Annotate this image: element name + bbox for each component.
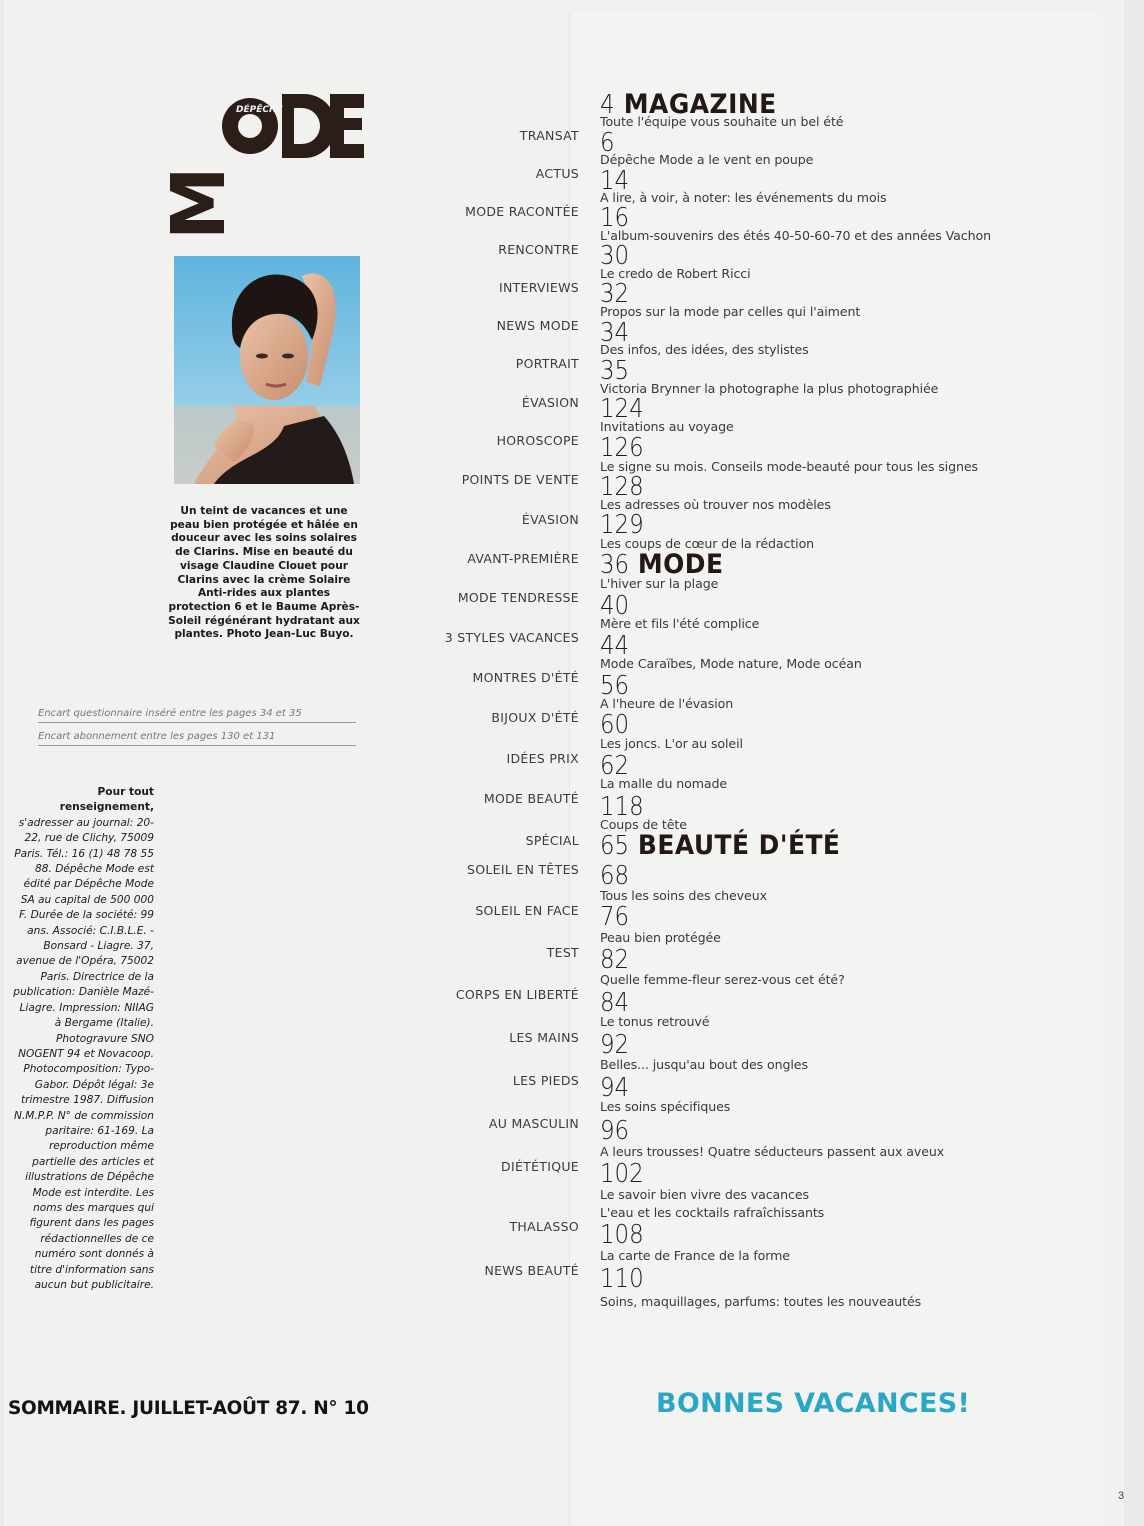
colophon-body: s'adresser au journal: 20-22, rue de Clichy, 75009 Paris. Tél.: 16 (1) 48 78 55 88. Dépêche Mode est édité par Dépêche Mode SA au capital de 500 000 F. Durée de la société: 99 ans. Associé: C.I.B.L.E. - Bonsard - Liagre. 37, avenue de l'Opéra, 75002 Paris. Directrice de la publication: Danièle Mazé-Liagre. Impression: NIIAG à Bergame (Italie). Photogravure SNO NOGENT 94 et Novacoop. Photocomposition: Typo-Gabor. Dépôt légal: 3e trimestre 1987. Diffusion N.M.P.P. N° de commission paritaire: 61-169. La reproduction même partielle des articles et illustrations de Dépêche Mode est interdite. Les noms des marques qui figurent dans les pages rédactionnelles de ce numéro sont donnés à titre d'information sans aucun but publicitaire.	[13, 816, 154, 1291]
toc-description: L'album-souvenirs des étés 40-50-60-70 et des années Vachon	[600, 228, 991, 243]
bonnes-vacances: BONNES VACANCES!	[656, 1388, 971, 1419]
toc-description: Des infos, des idées, des stylistes	[600, 342, 809, 357]
toc-category: NEWS BEAUTÉ	[484, 1263, 579, 1278]
toc-page-number: 32	[600, 279, 630, 309]
toc-page-number: 128	[600, 472, 644, 502]
toc-category: INTERVIEWS	[498, 280, 579, 295]
toc-description: Coups de tête	[600, 817, 687, 832]
toc-description: Les joncs. L'or au soleil	[600, 736, 743, 751]
toc-description: La malle du nomade	[600, 776, 728, 791]
toc-description: Les coups de cœur de la rédaction	[600, 536, 815, 551]
toc-category: ÉVASION	[521, 512, 579, 527]
toc-page-number: 94	[600, 1073, 630, 1103]
toc-description: Dépêche Mode a le vent en poupe	[600, 152, 814, 167]
insert-note-questionnaire: Encart questionnaire inséré entre les pages 34 et 35	[38, 708, 356, 723]
toc-page-number: 44	[600, 631, 630, 661]
toc-category: MODE BEAUTÉ	[483, 791, 579, 806]
toc-description: Le signe su mois. Conseils mode-beauté pour tous les signes	[600, 459, 978, 474]
toc-description: Belles... jusqu'au bout des ongles	[600, 1057, 808, 1072]
toc-page-number: 84	[600, 988, 630, 1018]
cover-photo	[174, 256, 360, 484]
toc-entry-number-line	[600, 1030, 629, 1060]
toc-description: La carte de France de la forme	[600, 1248, 790, 1263]
toc-category: DIÉTÉTIQUE	[501, 1159, 579, 1174]
toc-description: Peau bien protégée	[600, 930, 721, 945]
toc-page-number: 76	[600, 902, 630, 932]
mode-logo	[156, 88, 364, 240]
toc-section-heading: MODE	[637, 549, 724, 580]
toc-category: SPÉCIAL	[525, 833, 579, 848]
toc-category: MONTRES D'ÉTÉ	[472, 670, 579, 685]
toc-category: 3 STYLES VACANCES	[444, 630, 579, 645]
toc-description: Mère et fils l'été complice	[600, 616, 760, 631]
toc-description: A leurs trousses! Quatre séducteurs passent aux aveux	[600, 1144, 945, 1159]
toc-page-number: 6	[600, 128, 615, 158]
toc-category: HOROSCOPE	[496, 433, 579, 448]
toc-description: Propos sur la mode par celles qui l'aiment	[600, 304, 861, 319]
toc-description: Invitations au voyage	[600, 419, 734, 434]
toc-page-number: 108	[600, 1220, 644, 1250]
colophon	[10, 785, 154, 1293]
toc-entry-number-line	[600, 1116, 629, 1146]
toc-entry-number-line	[600, 1220, 644, 1250]
toc-category: THALASSO	[509, 1219, 579, 1234]
toc-page-number: 68	[600, 861, 630, 891]
toc-entry-number-line	[600, 1159, 644, 1189]
logo-m-letter: M	[156, 166, 242, 240]
toc-category: TRANSAT	[519, 128, 579, 143]
toc-page-number: 14	[600, 166, 630, 196]
toc-description: Les adresses où trouver nos modèles	[600, 497, 831, 512]
toc-entry-number-line	[600, 830, 841, 861]
toc-page-number: 35	[600, 356, 630, 386]
toc-category: SOLEIL EN FACE	[475, 903, 579, 918]
toc-category: TEST	[546, 945, 579, 960]
toc-category: ÉVASION	[521, 395, 579, 410]
toc-page-number: 110	[600, 1264, 644, 1294]
toc-description: Le savoir bien vivre des vacances	[600, 1187, 809, 1202]
page-number: 3	[1118, 1490, 1125, 1502]
toc-description: A lire, à voir, à noter: les événements du mois	[600, 190, 887, 205]
toc-description: Tous les soins des cheveux	[600, 888, 767, 903]
toc-page-number: 82	[600, 945, 630, 975]
toc-description: Le tonus retrouvé	[600, 1014, 710, 1029]
issue-sommaire: SOMMAIRE. JUILLET-AOÛT 87. N° 10	[8, 1398, 369, 1419]
toc-section-heading: BEAUTÉ D'ÉTÉ	[637, 830, 841, 861]
toc-category: CORPS EN LIBERTÉ	[455, 987, 579, 1002]
toc-category: AVANT-PREMIÈRE	[467, 551, 579, 566]
toc-page-number: 36	[600, 550, 630, 580]
toc-page-number: 60	[600, 710, 630, 740]
toc-description: L'eau et les cocktails rafraîchissants	[600, 1205, 825, 1220]
toc-category: POINTS DE VENTE	[461, 472, 579, 487]
toc-page-number: 4	[600, 90, 615, 120]
insert-note-subscription: Encart abonnement entre les pages 130 et 131	[38, 731, 356, 746]
toc-description: A l'heure de l'évasion	[600, 696, 734, 711]
toc-page-number: 65	[600, 831, 630, 861]
toc-category: IDÉES PRIX	[506, 751, 579, 766]
toc-page-number: 34	[600, 318, 630, 348]
toc-description: Toute l'équipe vous souhaite un bel été	[600, 114, 844, 129]
toc-page-number: 40	[600, 591, 630, 621]
toc-page-number: 96	[600, 1116, 630, 1146]
toc-description: Les soins spécifiques	[600, 1099, 731, 1114]
toc-category: LES MAINS	[509, 1030, 579, 1045]
toc-entry-number-line	[600, 945, 629, 975]
toc-page-number: 56	[600, 671, 630, 701]
toc-page-number: 102	[600, 1159, 644, 1189]
toc-page-number: 62	[600, 751, 630, 781]
toc-category: RENCONTRE	[498, 242, 579, 257]
toc-category: BIJOUX D'ÉTÉ	[491, 710, 579, 725]
toc-category: SOLEIL EN TÊTES	[467, 862, 579, 877]
toc-entry-number-line	[600, 861, 629, 891]
toc-description: L'hiver sur la plage	[600, 576, 719, 591]
toc-page-number: 16	[600, 203, 630, 233]
toc-description: Victoria Brynner la photographe la plus photographiée	[600, 381, 939, 396]
toc-entry-number-line	[600, 1264, 644, 1294]
toc-page-number: 126	[600, 433, 644, 463]
toc-category: PORTRAIT	[515, 356, 579, 371]
toc-section-heading: MAGAZINE	[623, 89, 777, 120]
toc-page-number: 30	[600, 241, 630, 271]
toc-category: ACTUS	[535, 166, 579, 181]
toc-category: LES PIEDS	[512, 1073, 579, 1088]
toc-description: Le credo de Robert Ricci	[600, 266, 751, 281]
photo-caption: Un teint de vacances et une peau bien protégée et hâlée en douceur avec les soins solaires de Clarins. Mise en beauté du visage Claudine Clouet pour Clarins avec la crème Solaire Anti-rides aux plantes protection 6 et le Baume Après-Soleil régénérant hydratant aux plantes. Photo Jean-Luc Buyo.	[168, 505, 360, 641]
toc-description: Quelle femme-fleur serez-vous cet été?	[600, 972, 845, 987]
toc-page-number: 124	[600, 394, 644, 424]
toc-category: MODE RACONTÉE	[465, 204, 579, 219]
toc-description: Soins, maquillages, parfums: toutes les nouveautés	[600, 1294, 922, 1309]
toc-page-number: 129	[600, 510, 644, 540]
toc-page-number: 92	[600, 1030, 630, 1060]
logo-depeche-text: DÉPÊCHE	[236, 105, 283, 115]
toc-page-number: 118	[600, 792, 644, 822]
toc-category: MODE TENDRESSE	[457, 590, 579, 605]
toc-entry-number-line	[600, 902, 629, 932]
toc-category: AU MASCULIN	[488, 1116, 579, 1131]
toc-category: NEWS MODE	[496, 318, 579, 333]
colophon-lead: Pour tout renseignement,	[59, 786, 154, 814]
toc-description: Mode Caraïbes, Mode nature, Mode océan	[600, 656, 862, 671]
